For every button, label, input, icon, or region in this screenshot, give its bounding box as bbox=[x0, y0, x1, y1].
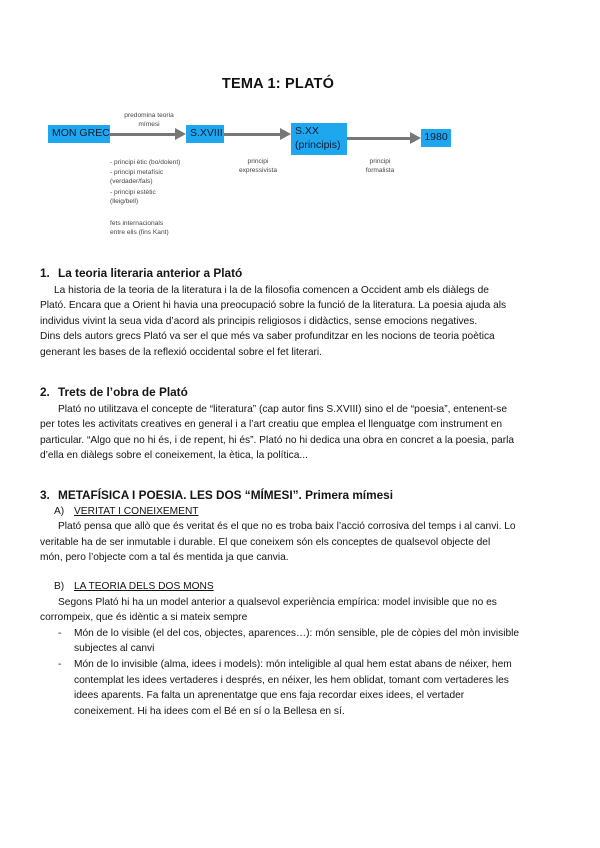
arrow-label-formalista: principi formalista bbox=[365, 158, 395, 174]
arrow-3 bbox=[347, 137, 411, 140]
box-s-xviii: S.XVIII bbox=[186, 125, 224, 143]
subsection-b-heading: B) LA TEORIA DELS DOS MONS bbox=[54, 580, 214, 592]
section-2 bbox=[40, 385, 570, 464]
subsection-a-heading: A) VERITAT I CONEIXEMENT bbox=[54, 505, 199, 517]
note-fets: fets internacionals entre ells (fins Kant) bbox=[110, 220, 169, 236]
subsection-a-body: Plató pensa que allò que és veritat és el que no es troba baix l’acció corrosiva del temps i al canvi. Lo veritable ha de ser inmutable i durable. El que coneixem són els conceptes de qualsevol objecte del món, pero l’objecte com a tal és mentida ja que canvia. bbox=[40, 521, 516, 564]
arrow-1-head bbox=[175, 128, 186, 140]
note-etic: - principi ètic (bo/dolent) bbox=[110, 159, 181, 166]
box-s-xx: S.XX (principis) bbox=[291, 123, 347, 155]
worlds-list bbox=[40, 626, 570, 720]
section-3-heading: 3. METAFÍSICA I POESIA. LES DOS “MÍMESI”. Primera mímesi bbox=[40, 488, 393, 502]
arrow-3-head bbox=[410, 132, 421, 144]
arrow-1 bbox=[110, 133, 176, 136]
section-1-heading: 1. La teoria literaria anterior a Plató bbox=[40, 266, 243, 280]
box-mon-grec: MON GREC bbox=[48, 125, 110, 143]
arrow-label-expressivista: principi expressivista bbox=[238, 158, 278, 174]
page-title: TEMA 1: PLATÓ bbox=[221, 76, 335, 92]
section-1-body: La historia de la teoria de la literatura i la de la filosofia comencen a Occident amb els diàlegs de Plató. Encara que a Orient hi havia una preocupació sobre la funció de la literatura. La poesia ajuda als individus vivint la seua vida d’acord als principis religiosos i didàctics, sense emocions negatives. Dins dels autors grecs Plató va ser el que més va saber profunditzar en les nocions de teoria poètica generant les bases de la reflexió occidental sobre el fet literari. bbox=[40, 284, 507, 358]
section-2-heading: 2. Trets de l’obra de Plató bbox=[40, 385, 188, 399]
list-item-invisible: - Món de lo invisible (alma, idees i models): món inteligible al qual hem estat abans de néixer, hem contemplat les idees vertaderes i després, en néixer, les hem oblidat, tomant com vertaderes les idees aparents. Fa falta un aprenentatge que ens faja recordar eixes idees, el vertader coneixement. Hi ha idees com el Bé en sí o la Bellesa en sí. bbox=[40, 657, 570, 719]
box-1980: 1980 bbox=[421, 129, 451, 147]
list-item-visible: - Món de lo visible (el del cos, objectes, aparences…): món sensible, ple de còpies del mòn invisible subjectes al canvi bbox=[40, 626, 570, 657]
note-estetic: - principi estètic (lleig/bell) bbox=[110, 189, 156, 205]
note-metafisic: - principi metafísic (verdader/fals) bbox=[110, 169, 164, 185]
arrow-2-head bbox=[280, 128, 291, 140]
arrow-2 bbox=[224, 133, 281, 136]
section-1 bbox=[40, 266, 570, 361]
section-2-body: Plató no utilitzava el concepte de “literatura” (cap autor fins S.XVIII) sino el de “poesia”, entenent-se per totes les activitats creatives en general i a l’art creatiu que emplea el llenguatge com instrument en particular. “Algo que no hi és, i de repent, hi és”. Plató no hi dedica una obra en concret a la poesia, parla d’ella en diàlegs sobre el coneixement, la ètica, la política... bbox=[40, 403, 515, 462]
arrow-label-mimesi: predomina teoria mímesi bbox=[124, 112, 174, 128]
subsection-b-body: Segons Plató hi ha un model anterior a qualsevol experiència empírica: model invisible que no es corrompeix, que és idèntic a si mateix sempre - Món de lo visible (el del cos, objectes, aparences…): món sensible, ple de còpies del mòn invisible subjectes al canvi - Món de lo invisible (alma, idees i models): món inteligible al qual hem estat abans de néixer, hem contemplat les idees vertaderes i després, en néixer, les hem oblidat, tomant com vertaderes les idees aparents. Fa falta un aprenentatge que ens faja recordar eixes idees, el vertader coneixement. Hi ha idees com el Bé en sí o la Bellesa en sí. bbox=[40, 595, 570, 720]
section-3 bbox=[40, 488, 570, 719]
